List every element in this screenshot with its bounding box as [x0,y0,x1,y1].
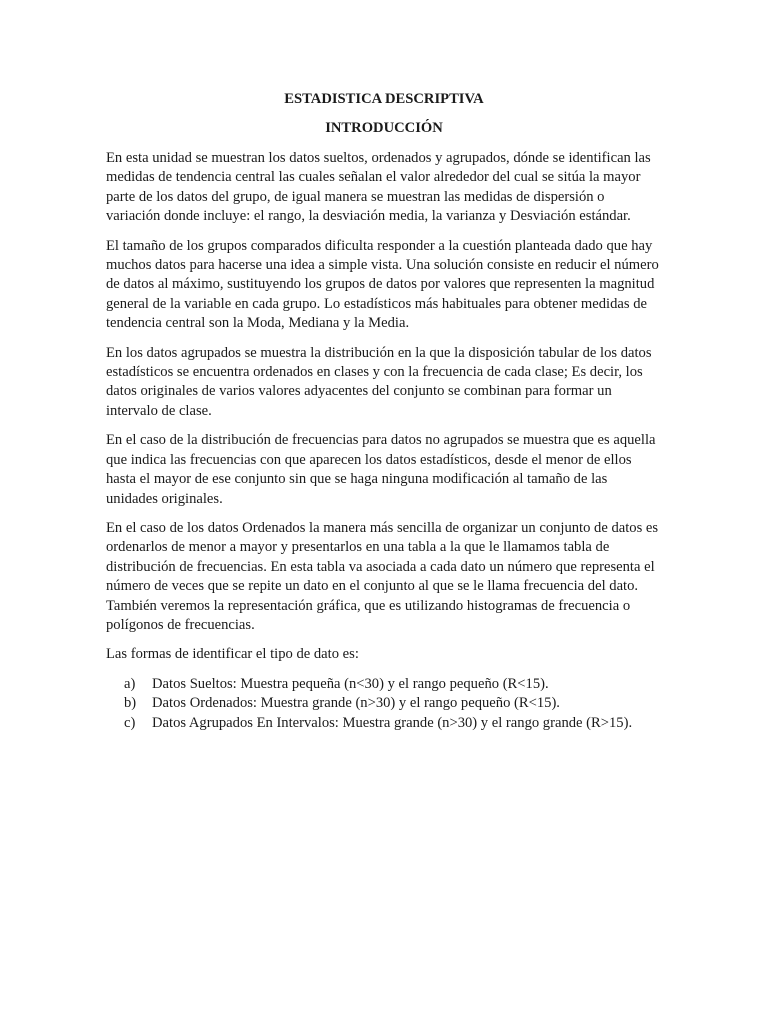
paragraph-intro: En esta unidad se muestran los datos sueltos, ordenados y agrupados, dónde se identifican las medidas de tendencia central las cuales señalan el valor alrededor del cual se sitúa la mayor parte de los datos del grupo, de igual manera se muestran las medidas de dispersión o variación donde incluye: el rango, la desviación media, la varianza y Desviación estándar. [106,150,651,225]
document-title: ESTADISTICA DESCRIPTIVA [284,91,484,107]
paragraph-list-intro: Las formas de identificar el tipo de dato es: [106,646,359,663]
list-marker: c) [124,714,136,731]
list-marker: a) [124,675,136,692]
paragraph-grouped-data: En los datos agrupados se muestra la distribución en la que la disposición tabular de los datos estadísticos se encuentra ordenados en clases y con la frecuencia de cada clase; Es decir, los datos originales de varios valores adyacentes del conjunto se combinan para formar un intervalo de clase. [106,344,652,419]
list-item [124,694,662,713]
section-heading: INTRODUCCIÓN [325,120,443,136]
list-marker: b) [124,695,137,712]
list-item-text: Datos Sueltos: Muestra pequeña (n<30) y el rango pequeño (R<15). [152,675,549,692]
data-type-list [106,675,662,733]
list-item-text: Datos Ordenados: Muestra grande (n>30) y el rango pequeño (R<15). [152,695,560,712]
document-body [106,90,662,733]
list-item [124,714,662,733]
paragraph-ungrouped-distribution: En el caso de la distribución de frecuencias para datos no agrupados se muestra que es aquella que indica las frecuencias con que aparecen los datos estadísticos, desde el menor de ellos hasta el mayor de ese conjunto sin que se haga ninguna modificación al tamaño de las unidades originales. [106,432,656,507]
paragraph-group-size: El tamaño de los grupos comparados dificulta responder a la cuestión planteada dado que hay muchos datos para hacerse una idea a simple vista. Una solución consiste en reducir el número de datos al máximo, sustituyendo los grupos de datos por valores que representen la magnitud general de la variable en cada grupo. Lo estadísticos más habituales para obtener medidas de tendencia central son la Moda, Mediana y la Media. [106,237,659,332]
paragraph-ordered-data: En el caso de los datos Ordenados la manera más sencilla de organizar un conjunto de datos es ordenarlos de menor a mayor y presentarlos en una tabla a la que le llamamos tabla de distribución de frecuencias. En esta tabla va asociada a cada dato un número que representa el número de veces que se repite un dato en el conjunto al que se le llama frecuencia del dato. También veremos la representación gráfica, que es utilizando histogramas de frecuencia o polígonos de frecuencias. [106,519,659,633]
list-item [124,675,662,694]
list-item-text: Datos Agrupados En Intervalos: Muestra grande (n>30) y el rango grande (R>15). [152,714,633,731]
